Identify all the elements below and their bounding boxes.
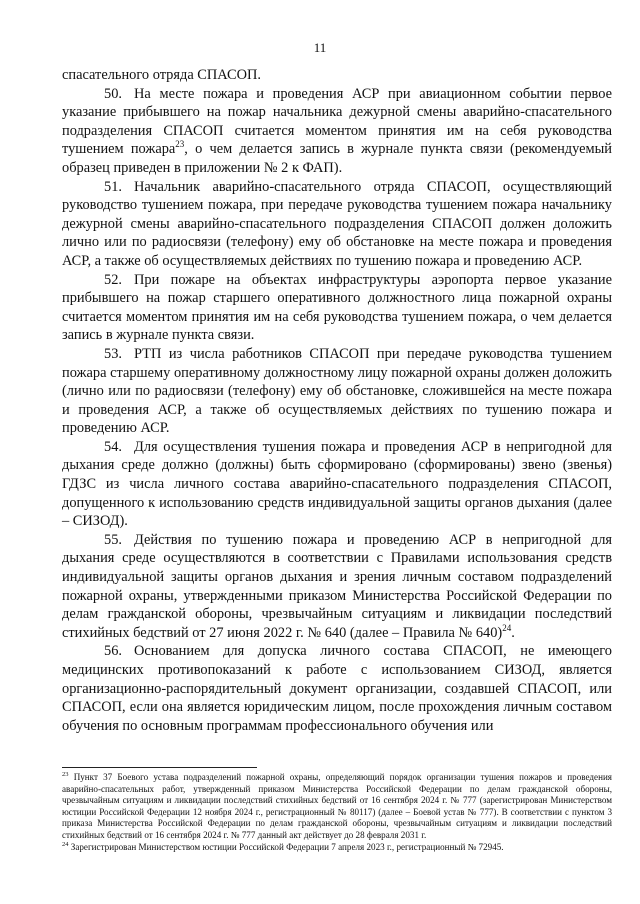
footnote-mark: 24: [62, 840, 69, 848]
page-number: 11: [313, 40, 327, 55]
footnote-divider: [62, 767, 257, 768]
paragraph-number: 52.: [104, 271, 122, 288]
paragraph-55: 55. Действия по тушению пожара и проведению АСР в непригодной для дыхания среде осуществляются в соответствии с Правилами использования средств индивидуальной защиты органов дыхания и зрения личным составом подразделений пожарной охраны, утвержденными приказом Министерства Российской Федерации по делам гражданской обороны, чрезвычайным ситуациям и ликвидации последствий стихийных бедствий от 27 июня 2022 г. № 640 (далее – Правила № 640)$^{24}$.: [62, 531, 612, 641]
paragraph-50: 50. На месте пожара и проведения АСР при авиационном событии первое указание прибывшего на пожар начальника дежурной смены аварийно-спасательного подразделения СПАСОП считается моментом принятия им на себя руководства тушением пожара$^{23}$, о чем делается запись в журнале пункта связи (рекомендуемый образец приведен в приложении № 2 к ФАП).: [62, 85, 612, 176]
footnote-mark: 23: [62, 770, 69, 778]
paragraph-53: 53. РТП из числа работников СПАСОП при передаче руководства тушением пожара старшему оперативному должностному лицу пожарной охраны должен доложить (лично или по радиосвязи (телефону) ему об обстановке, сложившейся на месте пожара и проведения АСР, а также об осуществляемых действиях по тушению пожара и проведению АСР.: [62, 345, 612, 437]
paragraph-52: 52. При пожаре на объектах инфраструктуры аэропорта первое указание прибывшего на пожар старшего оперативного должностного лица пожарной охраны считается моментом принятия им на себя руководства тушением пожара, о чем делается запись в журнале пункта связи.: [62, 271, 612, 344]
paragraph-number: 55.: [104, 531, 122, 548]
main-text: [62, 66, 612, 735]
footnote-23: $^{23}$ Пункт 37 Боевого устава подразделений пожарной охраны, определяющий порядок организации тушения пожаров и проведения аварийно-спасательных работ, утвержденный приказом Министерства Российской Федерации по делам гражданской обороны, чрезвычайным ситуациям и ликвидации последствий стихийных бедствий от 16 сентября 2024 г. № 777 (зарегистрирован Министерством юстиции Российской Федерации 12 ноября 2024 г., регистрационный № 80117) (далее – Боевой устав № 777). В соответствии с пунктом 3 приказа Министерства Российской Федерации по делам гражданской обороны, чрезвычайным ситуациям и ликвидации последствий стихийных бедствий от 16 сентября 2024 г. № 777 данный акт действует до 28 февраля 2031 г.: [62, 770, 612, 840]
footnote-ref-24: 24: [502, 623, 512, 634]
paragraph-51: 51. Начальник аварийно-спасательного отряда СПАСОП, осуществляющий руководство тушением пожара, при передаче руководства тушением пожара начальнику дежурной смены аварийно-спасательного подразделения СПАСОП должен доложить лично или по радиосвязи (телефону) ему об обстановке на месте пожара и проведения АСР, а также об осуществляемых действиях по тушению пожара и проведению АСР.: [62, 178, 612, 269]
paragraph-54: 54. Для осуществления тушения пожара и проведения АСР в непригодной для дыхания среде должно (должны) быть сформировано (сформированы) звено (звенья) ГДЗС из числа личного состава аварийно-спасательного подразделения СПАСОП, допущенного к использованию средств индивидуальной защиты органов дыхания (далее – СИЗОД).: [62, 438, 612, 530]
paragraph-continuation: спасательного отряда СПАСОП.: [62, 67, 261, 83]
paragraph-number: 50.: [104, 85, 122, 102]
paragraph-number: 54.: [104, 438, 122, 455]
paragraph-number: 53.: [104, 345, 122, 362]
paragraph-number: 56.: [104, 643, 122, 660]
footnote-24: $^{24}$ Зарегистрирован Министерством юстиции Российской Федерации 7 апреля 2023 г., регистрационный № 72945.: [62, 840, 504, 852]
footnote-ref-23: 23: [175, 139, 185, 150]
footnotes: [62, 772, 612, 853]
paragraph-number: 51.: [104, 178, 122, 195]
paragraph-56: 56. Основанием для допуска личного состава СПАСОП, не имеющего медицинских противопоказаний к работе с использованием СИЗОД, является организационно-распорядительный документ организации, создавшей СПАСОП, или СПАСОП, если она является юридическим лицом, после прохождения личным составом обучения по основным программам профессионального обучения или: [62, 643, 612, 734]
